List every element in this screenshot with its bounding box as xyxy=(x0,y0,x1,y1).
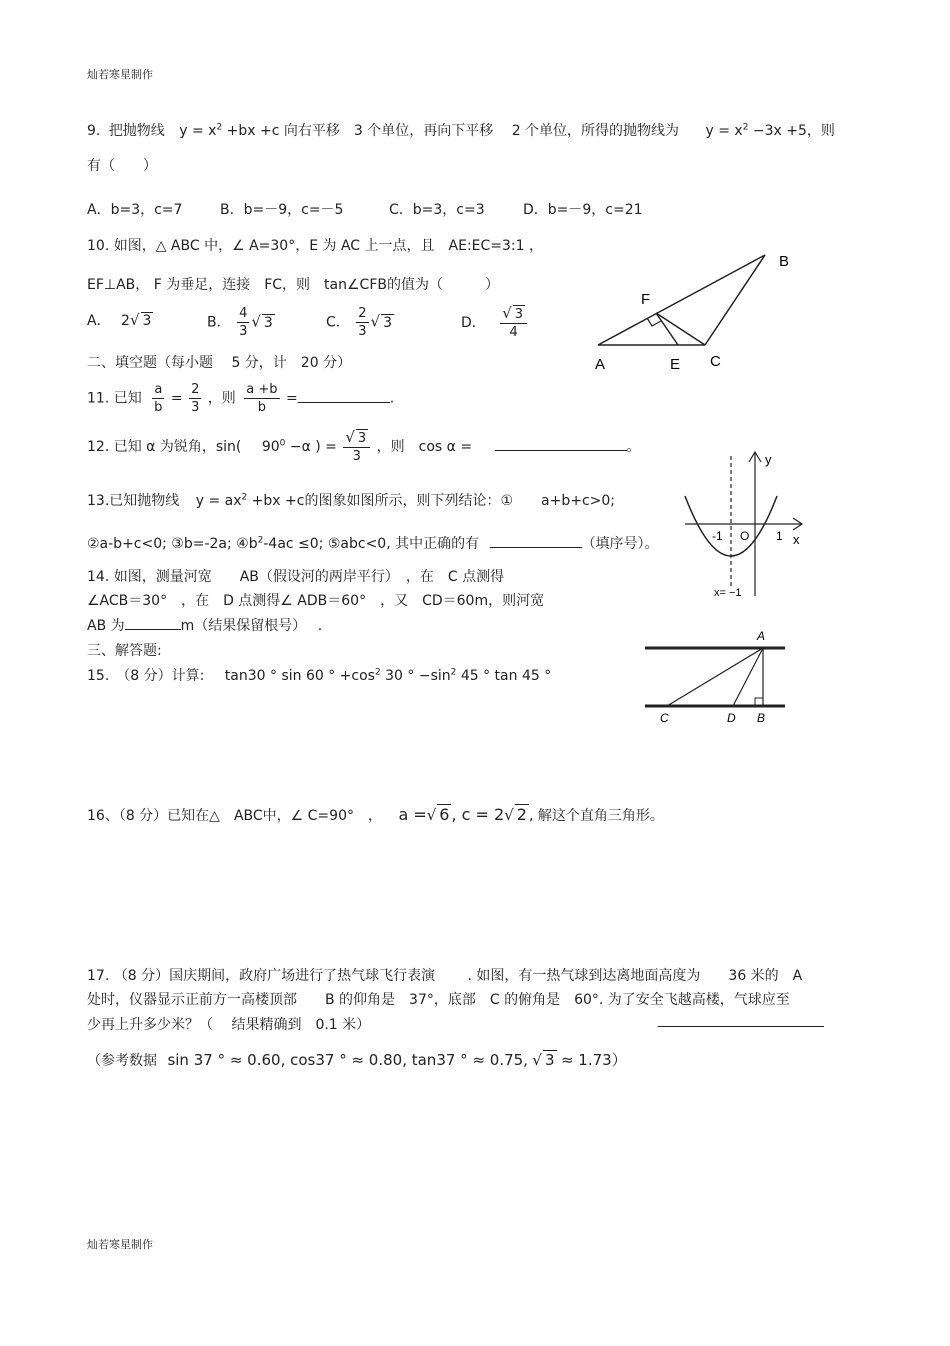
q12-answer-blank[interactable] xyxy=(495,450,627,451)
question-17-reference: （参考数据 sin 37 ° ≈ 0.60, cos37 ° ≈ 0.80, tan37 ° ≈ 0.75, √ 3 ≈ 1.73） xyxy=(87,1051,627,1069)
parabola-graph xyxy=(680,448,810,603)
question-14-line1: 14. 如图，测量河宽 AB（假设河的两岸平行） ，在 C 点测得 xyxy=(87,569,505,585)
question-13-line1: 13.已知抛物线 $y = ax^2 +bx +c$的图象如图所示，则下列结论：① a+b+c>0; xyxy=(87,492,615,509)
q13-answer-blank[interactable] xyxy=(490,547,582,548)
q10-option-c: C． $\frac{2}{3}$ √ 3 xyxy=(326,306,392,339)
q10-option-a: A． 2√ 3 xyxy=(87,311,152,329)
q11-answer-blank[interactable] xyxy=(298,402,390,403)
question-15: 15. （8 分）计算: tan30 ° sin 60 ° $+\cos^2$ 30 ° $-\sin^2$ 45 ° tan 45 ° xyxy=(87,667,552,684)
label-a: A xyxy=(595,356,606,373)
label-river-d: D xyxy=(727,711,736,725)
question-10-line2: EF⊥AB， F 为垂足，连接 FC，则 tan∠CFB的值为（ ） xyxy=(87,277,499,293)
q9-option-b: B．b=－9，c=－5 xyxy=(220,202,344,218)
section-2-heading: 二、填空题（每小题 5 分，计 20 分） xyxy=(87,355,352,371)
label-c: C xyxy=(710,353,721,370)
question-11: 11. 已知 $\frac{a}{b}$ = $\frac{2}{3}$ ，则 $\frac{a +b}{b}$ = . xyxy=(87,382,395,415)
question-17-line1: 17. （8 分）国庆期间，政府广场进行了热气球飞行表演 . 如图，有一热气球到达离地面高度为 36 米的 A xyxy=(87,968,803,984)
q10-option-d: D． $\frac{√ 3}{4}$ xyxy=(461,305,529,341)
label-river-c: C xyxy=(660,711,669,725)
label-river-a: A xyxy=(757,629,766,643)
label-x-axis: x xyxy=(793,532,800,547)
label-e: E xyxy=(670,356,681,373)
question-14-line2: ∠ACB＝30° ，在 D 点测得∠ ADB＝60° ，又 CD＝60m，则河宽 xyxy=(87,593,545,609)
q17-underline xyxy=(658,1026,824,1027)
question-9-line2: 有（ ） xyxy=(87,158,157,174)
label-axis-of-symmetry: x= −1 xyxy=(714,587,742,599)
q9-formula1: $y = x^2 +bx +c$ xyxy=(179,122,280,139)
question-17-line3: 少再上升多少米？（ 结果精确到 0.1 米） xyxy=(87,1017,371,1033)
label-y-axis: y xyxy=(765,452,772,467)
question-9-line1 xyxy=(87,120,835,140)
triangle-figure xyxy=(590,245,805,375)
label-origin: O xyxy=(740,529,750,543)
question-17-line2: 处时，仪器显示正前方一高楼顶部 B 的仰角是 37°，底部 C 的俯角是 60°. 为了安全飞越高楼，气球应至 xyxy=(87,992,790,1008)
question-13-line2: ②a-b+c<0; ③b=-2a; $④b^2-4ac \le 0$; ⑤abc<0, 其中正确的有 （填序号）。 xyxy=(87,535,659,552)
q9-option-a: A．b=3，c=7 xyxy=(87,202,183,218)
label-minus-one: -1 xyxy=(712,529,723,543)
page-footer: 灿若寒星制作 xyxy=(87,1238,153,1251)
label-f: F xyxy=(641,291,651,308)
river-figure xyxy=(645,628,790,728)
q9-end: ，则 xyxy=(806,123,835,139)
q9-number: 9. xyxy=(87,123,101,139)
label-one: 1 xyxy=(776,529,783,543)
page-header: 灿若寒星制作 xyxy=(87,68,153,81)
q10-option-b: B． $\frac{4}{3}$ √ 3 xyxy=(207,306,273,339)
question-16: 16、（8 分）已知在△ ABC中，∠ C=90° ， a =√ 6 , c = 2√ 2 , 解这个直角三角形。 xyxy=(87,805,664,824)
section-3-heading: 三、解答题: xyxy=(87,643,162,659)
label-river-b: B xyxy=(757,711,766,725)
q9-lead: 把抛物线 xyxy=(108,123,165,139)
label-b: B xyxy=(779,253,790,270)
q9-mid: 向右平移 3 个单位，再向下平移 2 个单位，所得的抛物线为 xyxy=(283,123,680,139)
question-10-line1: 10. 如图，△ ABC 中，∠ A=30°，E 为 AC 上一点，且 AE:EC=3:1 ， xyxy=(87,238,543,254)
q9-option-c: C．b=3，c=3 xyxy=(389,202,485,218)
question-14-line3: AB 为 m（结果保留根号） . xyxy=(87,618,323,634)
question-12: 12. 已知 α 为锐角，sin( $90^0 -\alpha$ ) = $\frac{√ 3}{3}$ ，则 cos α = 。 xyxy=(87,428,641,464)
q9-formula2: $y = x^2 -3x +5$ xyxy=(705,122,807,139)
q14-answer-blank[interactable] xyxy=(125,629,181,630)
q9-option-d: D．b=－9，c=21 xyxy=(523,202,643,218)
